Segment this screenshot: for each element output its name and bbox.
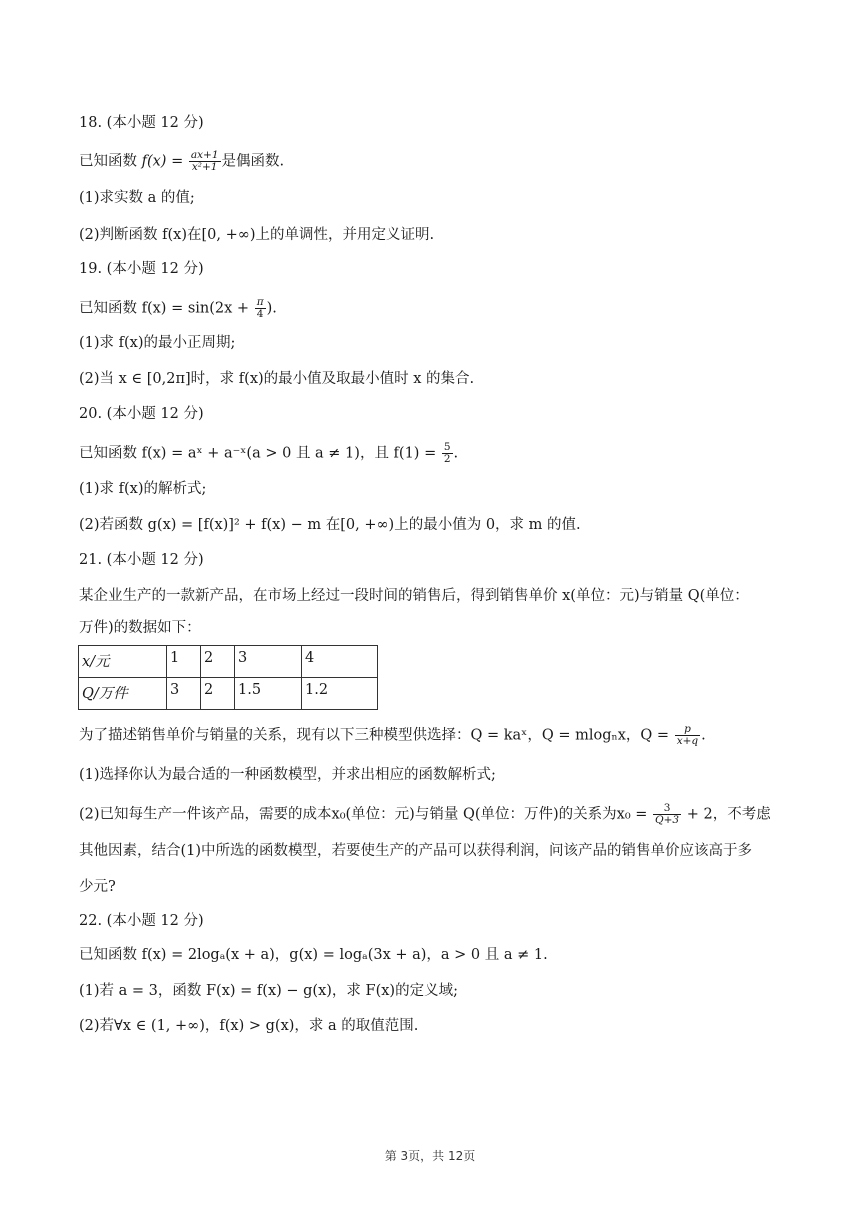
q21-models-fraction: $\frac{p}{x+q}$	[676, 723, 699, 747]
q21-stem-line2: 万件)的数据如下：	[79, 620, 201, 636]
price-quantity-table	[78, 645, 378, 710]
q18-part2: (2)判断函数 f(x)在[0, +∞)上的单调性，并用定义证明.	[79, 227, 435, 243]
table-cell: 3	[167, 678, 201, 710]
table-cell: 4	[302, 646, 378, 678]
q19-stem: 已知函数 f(x) = sin(2x + $\frac{\pi}{4}$ ).	[79, 296, 277, 320]
table-row	[79, 646, 378, 678]
q18-heading: 18. (本小题 12 分)	[79, 115, 204, 131]
table-cell: 3	[235, 646, 302, 678]
q21-part2: (2)已知每生产一件该产品，需要的成本x₀(单位：元)与销量 Q(单位：万件)的关系为x₀ = $\frac{3}{Q+3}$ + 2，不考虑	[79, 802, 771, 826]
q22-part1: (1)若 a = 3，函数 F(x) = f(x) − g(x)，求 F(x)的定义域;	[79, 983, 458, 999]
q18-part1: (1)求实数 a 的值;	[79, 190, 195, 206]
q21-heading: 21. (本小题 12 分)	[79, 552, 204, 568]
table-cell: 2	[201, 646, 235, 678]
page-number-footer: 第 3页，共 12页	[384, 1149, 476, 1163]
q20-fraction: $\frac{5}{2}$	[443, 441, 451, 465]
table-cell: 2	[201, 678, 235, 710]
q18-stem: 已知函数 f(x) = $\frac{ax+1}{\text{x²+1}}$ 是偶函数.	[79, 149, 285, 173]
q22-heading: 22. (本小题 12 分)	[79, 913, 204, 929]
q19-fraction: $\frac{\pi}{4}$	[256, 296, 264, 320]
q22-part2: (2)若∀x ∈ (1, +∞)，f(x) > g(x)，求 a 的取值范围.	[79, 1018, 419, 1034]
table-cell: Q/万件	[79, 678, 167, 710]
table-cell: 1	[167, 646, 201, 678]
q21-stem-line1: 某企业生产的一款新产品，在市场上经过一段时间的销售后，得到销售单价 x(单位：元)与销量 Q(单位：	[79, 588, 749, 604]
q21-models: 为了描述销售单价与销量的关系，现有以下三种模型供选择：Q = kaˣ，Q = mlogₙx，Q = $\frac{p}{x+q}$ .	[79, 723, 706, 747]
q21-part2-line3: 少元?	[79, 879, 116, 895]
table-cell: 1.5	[235, 678, 302, 710]
q19-heading: 19. (本小题 12 分)	[79, 261, 204, 277]
q20-part2: (2)若函数 g(x) = [f(x)]² + f(x) − m 在[0, +∞)上的最小值为 0，求 m 的值.	[79, 517, 581, 533]
q18-fraction: $\frac{ax+1}{\text{x²+1}}$	[190, 149, 219, 173]
q20-part1: (1)求 f(x)的解析式;	[79, 481, 207, 497]
q20-heading: 20. (本小题 12 分)	[79, 406, 204, 422]
q20-stem: 已知函数 f(x) = aˣ + a⁻ˣ(a > 0 且 a ≠ 1)，且 f(1) = $\frac{5}{2}$ .	[79, 441, 459, 465]
table-row	[79, 678, 378, 710]
table-cell: 1.2	[302, 678, 378, 710]
q22-stem: 已知函数 f(x) = 2logₐ(x + a)，g(x) = logₐ(3x + a)，a > 0 且 a ≠ 1.	[79, 947, 548, 963]
q19-part1: (1)求 f(x)的最小正周期;	[79, 335, 236, 351]
q21-part2-line2: 其他因素，结合(1)中所选的函数模型，若要使生产的产品可以获得利润，问该产品的销售单价应该高于多	[79, 843, 753, 859]
q21-part1: (1)选择你认为最合适的一种函数模型，并求出相应的函数解析式;	[79, 767, 496, 783]
table-cell: x/元	[79, 646, 167, 678]
q19-part2: (2)当 x ∈ [0,2π]时，求 f(x)的最小值及取最小值时 x 的集合.	[79, 371, 475, 387]
q21-cost-fraction: $\frac{3}{Q+3}$	[655, 802, 680, 826]
